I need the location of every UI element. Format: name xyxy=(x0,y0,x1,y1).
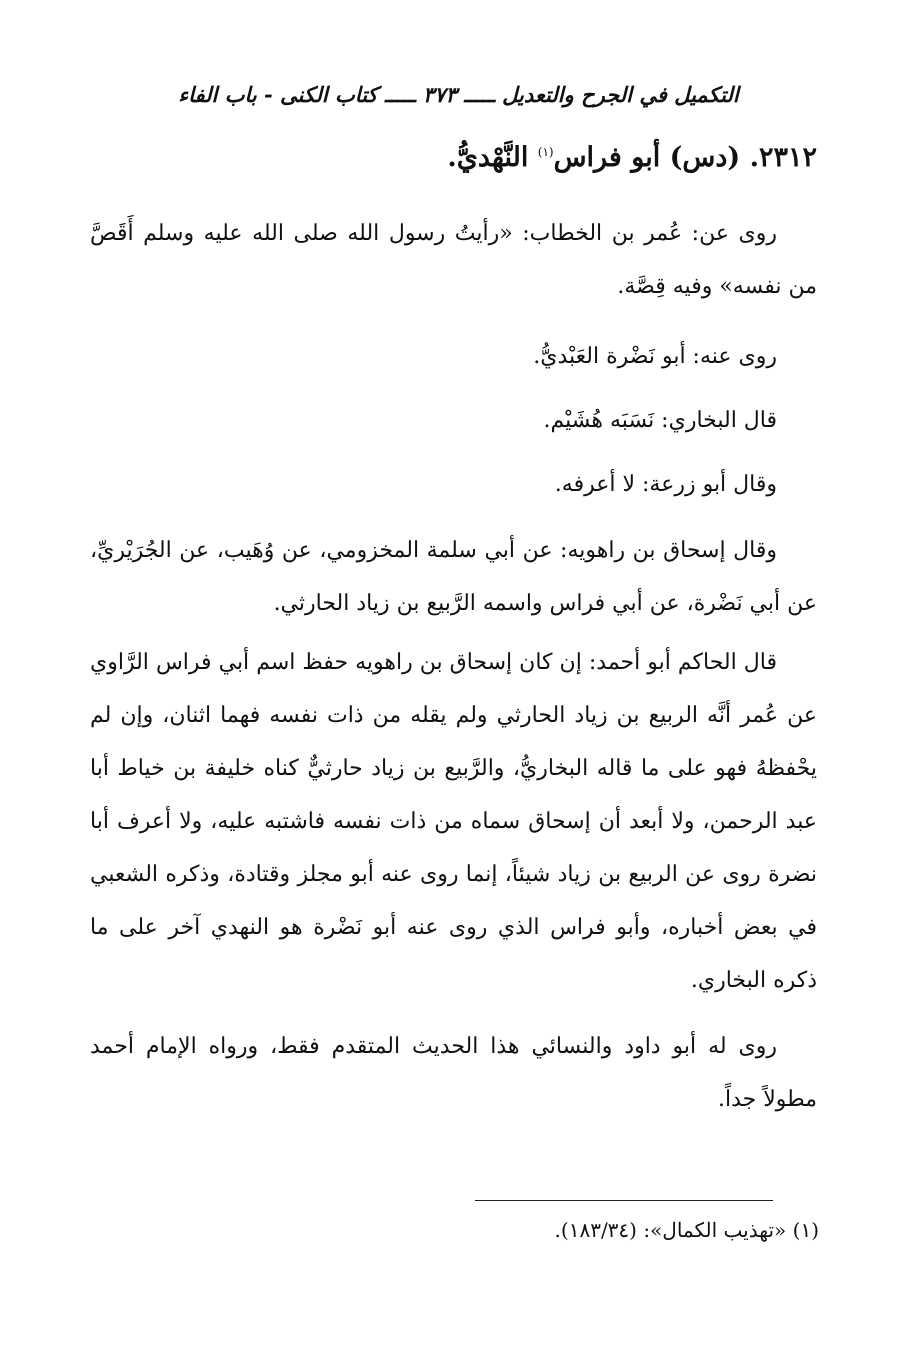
paragraph-narrated-for: روى له أبو داود والنسائي هذا الحديث المتقدم فقط، ورواه الإمام أحمد مطولاً جداً. xyxy=(90,1034,817,1112)
header-dash: ـــــ xyxy=(384,82,416,107)
paragraph-narrated-by: روى عنه: أبو نَضْرة العَبْديُّ. xyxy=(533,344,777,369)
entry-name: أبو فراس xyxy=(553,142,661,173)
paragraph-hakim: قال الحاكم أبو أحمد: إن كان إسحاق بن راهويه حفظ اسم أبي فراس الرَّاوي عن عُمر أنَّه الربيع بن زياد الحارثي ولم يقله من ذات نفسه فهما اثنان، وإن لم يحْفظهُ فهو على ما قاله البخاريُّ، والرَّبيع بن زياد حارثيٌّ كناه خليفة بن خياط أبا عبد الرحمن، ولا أبعد أن إسحاق سماه من ذات نفسه فاشتبه عليه، ولا أعرف أبا نضرة روى عن الربيع بن زياد شيئاً، إنما روى عنه أبو مجلز وقتادة، وذكره الشعبي في بعض أخباره، وأبو فراس الذي روى عنه أبو نَضْرة هو النهدي آخر على ما ذكره البخاري. xyxy=(90,650,817,993)
entry-nisba: النَّهْديُّ. xyxy=(447,142,529,173)
header-dash: ـــــ xyxy=(464,82,495,107)
header-chapter-title: كتاب الكنى - باب الفاء xyxy=(178,82,378,107)
paragraph-bukhari: قال البخاري: نَسَبَه هُشَيْم. xyxy=(543,408,777,433)
footnote: (١) «تهذيب الكمال»: (١٨٣/٣٤). xyxy=(554,1218,819,1242)
paragraph-narrated-from: روى عن: عُمر بن الخطاب: «رأيتُ رسول الله صلى الله عليه وسلم أَقَصَّ من نفسه» وفيه قِصَّة. xyxy=(90,221,817,299)
footnote-marker: (١) xyxy=(537,145,554,159)
entry-symbols: (دس) xyxy=(669,142,741,173)
entry-number: ٢٣١٢. xyxy=(749,142,817,173)
entry-heading xyxy=(447,142,817,173)
paragraph-abu-zura: وقال أبو زرعة: لا أعرفه. xyxy=(554,472,777,497)
header-book-title: التكميل في الجرح والتعديل xyxy=(502,82,739,107)
paragraph-ishaq: وقال إسحاق بن راهويه: عن أبي سلمة المخزومي، عن وُهَيب، عن الجُرَيْريِّ، عن أبي نَضْرة، عن أبي فراس واسمه الرَّبيع بن زياد الحارثي. xyxy=(90,538,817,616)
page-number: ٣٧٣ xyxy=(422,82,457,107)
footnote-divider xyxy=(475,1200,773,1201)
running-header xyxy=(100,82,817,122)
